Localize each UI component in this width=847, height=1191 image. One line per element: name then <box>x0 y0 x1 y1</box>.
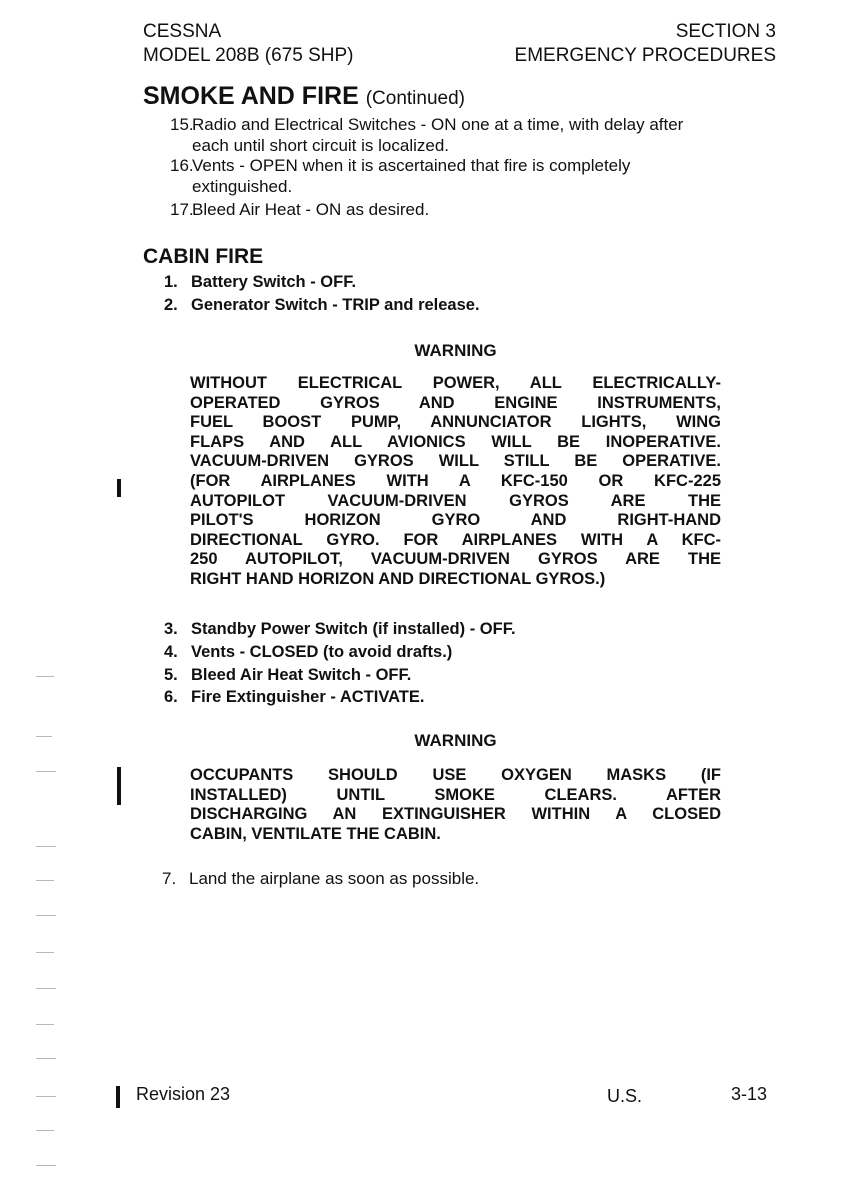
revision-change-bar <box>116 1086 120 1108</box>
scan-artifact <box>36 1024 54 1025</box>
warning-line: INSTALLED) UNTIL SMOKE CLEARS. AFTER <box>190 785 721 804</box>
warning-line: FUEL BOOST PUMP, ANNUNCIATOR LIGHTS, WING <box>190 413 721 432</box>
cabin-step-1 <box>164 271 356 294</box>
step-number: 6. <box>164 688 178 706</box>
warning-line: VACUUM-DRIVEN GYROS WILL STILL BE OPERATIVE. <box>190 452 721 471</box>
warning-line: OPERATED GYROS AND ENGINE INSTRUMENTS, <box>190 393 721 412</box>
warning-line: WITHOUT ELECTRICAL POWER, ALL ELECTRICALLY- <box>190 374 721 392</box>
step-number: 4. <box>164 643 178 661</box>
warning-line: DIRECTIONAL GYRO. FOR AIRPLANES WITH A KFC- <box>190 530 721 549</box>
footer-region: U.S. <box>607 1086 643 1106</box>
warning-line: PILOT'S HORIZON GYRO AND RIGHT-HAND <box>190 511 721 530</box>
step-number: 2. <box>164 296 178 314</box>
step-text: Bleed Air Heat Switch - OFF. <box>191 666 412 684</box>
scan-artifact <box>36 1165 56 1166</box>
scan-artifact <box>36 880 54 881</box>
step-text-line1: Bleed Air Heat - ON as desired. <box>192 200 430 219</box>
cabin-step-3 <box>164 618 516 641</box>
step-text: Fire Extinguisher - ACTIVATE. <box>191 688 425 706</box>
step-text-line1: Radio and Electrical Switches - ON one at a time, with delay after <box>192 115 684 134</box>
step-number: 16. <box>170 156 194 175</box>
step-text: Vents - CLOSED (to avoid drafts.) <box>191 643 453 661</box>
warning-line: CABIN, VENTILATE THE CABIN. <box>190 824 441 843</box>
scan-artifact <box>36 846 56 847</box>
cabin-step-6 <box>164 686 424 709</box>
scan-artifact <box>36 1130 54 1131</box>
step-number: 5. <box>164 666 178 684</box>
warning-power-loss-text <box>190 374 721 590</box>
warning-heading: WARNING <box>414 341 497 360</box>
scan-artifact <box>36 1096 56 1097</box>
step-number: 17. <box>170 200 194 219</box>
warning-line: (FOR AIRPLANES WITH A KFC-150 OR KFC-225 <box>190 471 721 490</box>
step-text: Standby Power Switch (if installed) - OFF. <box>191 620 516 638</box>
footer-revision: Revision 23 <box>136 1084 231 1104</box>
smoke-fire-continued: (Continued) <box>365 88 465 109</box>
cabin-step-5 <box>164 664 411 687</box>
warning-line: 250 AUTOPILOT, VACUUM-DRIVEN GYROS ARE THE <box>190 550 721 569</box>
revision-change-bar <box>117 479 121 497</box>
step-text: Generator Switch - TRIP and release. <box>191 296 480 314</box>
cabin-step-2 <box>164 294 480 317</box>
footer-page-number: 3-13 <box>731 1084 768 1104</box>
step-text-line2: extinguished. <box>192 177 293 196</box>
scan-artifact <box>36 1058 56 1059</box>
step-text: Battery Switch - OFF. <box>191 273 357 291</box>
smoke-step-17 <box>170 199 776 220</box>
step-number: 7. <box>162 869 177 888</box>
step-number: 15. <box>170 115 194 134</box>
revision-change-bar <box>117 767 121 805</box>
warning-line: AUTOPILOT VACUUM-DRIVEN GYROS ARE THE <box>190 491 721 510</box>
step-number: 1. <box>164 273 178 291</box>
smoke-step-16 <box>170 155 776 197</box>
cabin-fire-title: CABIN FIRE <box>143 245 264 268</box>
step-text-line2: each until short circuit is localized. <box>192 136 450 155</box>
scan-artifact <box>36 736 52 737</box>
smoke-fire-title-text: SMOKE AND FIRE <box>143 82 359 110</box>
header-model: MODEL 208B (675 SHP) <box>143 45 354 66</box>
scan-artifact <box>36 676 54 677</box>
smoke-fire-title <box>143 81 465 114</box>
scan-artifact <box>36 952 54 953</box>
scan-artifact <box>36 988 56 989</box>
header-section: SECTION 3 <box>675 21 776 42</box>
warning-line: OCCUPANTS SHOULD USE OXYGEN MASKS (IF <box>190 766 721 784</box>
warning-line: DISCHARGING AN EXTINGUISHER WITHIN A CLOSED <box>190 805 721 824</box>
header-manufacturer: CESSNA <box>143 21 222 42</box>
warning-line: RIGHT HAND HORIZON AND DIRECTIONAL GYROS.) <box>190 569 606 588</box>
cabin-step-4 <box>164 641 452 664</box>
scan-artifact <box>36 771 56 772</box>
step-number: 3. <box>164 620 178 638</box>
warning-line: FLAPS AND ALL AVIONICS WILL BE INOPERATIVE. <box>190 432 721 451</box>
header-section-title: EMERGENCY PROCEDURES <box>514 45 776 66</box>
scan-artifact <box>36 915 56 916</box>
warning-heading: WARNING <box>414 731 497 750</box>
smoke-step-15 <box>170 114 776 156</box>
warning-oxygen-text <box>190 766 721 844</box>
cabin-step-7 <box>162 868 768 889</box>
step-text: Land the airplane as soon as possible. <box>189 869 480 888</box>
step-text-line1: Vents - OPEN when it is ascertained that fire is completely <box>192 156 631 175</box>
